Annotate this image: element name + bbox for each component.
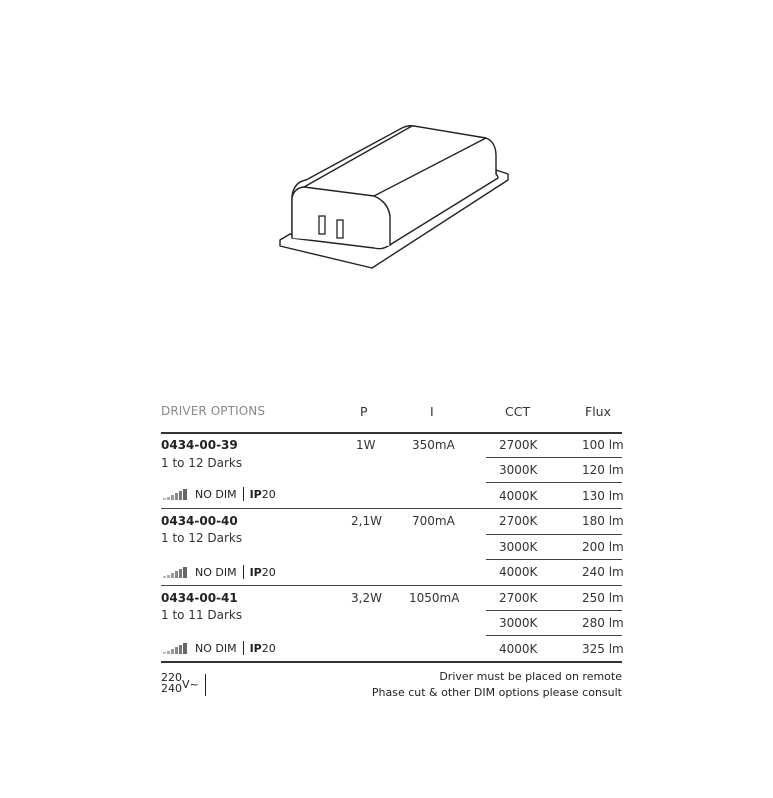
- row-divider: [486, 534, 622, 535]
- current-value: 1050mA: [409, 591, 460, 605]
- ip-prefix: IP: [249, 487, 262, 501]
- note-dim-options: Phase cut & other DIM options please consult: [371, 686, 622, 699]
- driver-product-drawing: [270, 118, 520, 278]
- cct-value: 2700K: [499, 438, 538, 452]
- dim-ip-info: [163, 641, 276, 655]
- product-range: 1 to 12 Darks: [161, 531, 243, 545]
- flux-value: 240 lm: [582, 565, 624, 579]
- ip-prefix: IP: [249, 641, 262, 655]
- header-flux: Flux: [585, 404, 611, 419]
- dim-label: NO DIM: [195, 487, 237, 501]
- dimming-bars-icon: [163, 489, 189, 500]
- ip-value: 20: [261, 487, 276, 501]
- header-i: I: [430, 404, 434, 419]
- header-cct: CCT: [505, 404, 531, 419]
- dim-ip-info: [163, 487, 276, 501]
- product-range: 1 to 11 Darks: [161, 608, 243, 622]
- cct-value: 3000K: [499, 616, 538, 630]
- flux-value: 250 lm: [582, 591, 624, 605]
- flux-value: 130 lm: [582, 489, 624, 503]
- group-divider: [161, 585, 622, 586]
- dim-ip-info: [163, 565, 276, 579]
- separator: [243, 641, 244, 655]
- cct-value: 3000K: [499, 540, 538, 554]
- cct-value: 3000K: [499, 463, 538, 477]
- flux-value: 200 lm: [582, 540, 624, 554]
- row-divider: [486, 610, 622, 611]
- power-value: 3,2W: [351, 591, 382, 605]
- flux-value: 280 lm: [582, 616, 624, 630]
- product-code: 0434-00-40: [161, 514, 238, 528]
- flux-value: 180 lm: [582, 514, 624, 528]
- dim-label: NO DIM: [195, 641, 237, 655]
- ip-prefix: IP: [249, 565, 262, 579]
- flux-value: 100 lm: [582, 438, 624, 452]
- note-remote: Driver must be placed on remote: [439, 670, 622, 683]
- ip-value: 20: [261, 565, 276, 579]
- separator: [243, 565, 244, 579]
- row-divider: [486, 482, 622, 483]
- dim-label: NO DIM: [195, 565, 237, 579]
- voltage-range: [161, 672, 182, 694]
- power-value: 1W: [356, 438, 376, 452]
- row-divider: [486, 635, 622, 636]
- product-code: 0434-00-39: [161, 438, 238, 452]
- product-code: 0434-00-41: [161, 591, 238, 605]
- header-divider: [161, 432, 622, 434]
- flux-value: 120 lm: [582, 463, 624, 477]
- voltage-separator: [205, 674, 206, 696]
- product-range: 1 to 12 Darks: [161, 456, 243, 470]
- separator: [243, 487, 244, 501]
- row-divider: [486, 559, 622, 560]
- current-value: 350mA: [412, 438, 455, 452]
- cct-value: 2700K: [499, 591, 538, 605]
- current-value: 700mA: [412, 514, 455, 528]
- table-title: DRIVER OPTIONS: [161, 404, 266, 418]
- cct-value: 4000K: [499, 565, 538, 579]
- power-value: 2,1W: [351, 514, 382, 528]
- dimming-bars-icon: [163, 567, 189, 578]
- voltage-symbol: V~: [182, 678, 199, 691]
- table-bottom-divider: [161, 661, 622, 663]
- dimming-bars-icon: [163, 643, 189, 654]
- voltage-bottom: 240: [161, 682, 182, 695]
- voltage-top: 220: [161, 671, 182, 684]
- group-divider: [161, 508, 622, 509]
- cct-value: 2700K: [499, 514, 538, 528]
- header-p: P: [360, 404, 368, 419]
- cct-value: 4000K: [499, 642, 538, 656]
- flux-value: 325 lm: [582, 642, 624, 656]
- ip-value: 20: [261, 641, 276, 655]
- cct-value: 4000K: [499, 489, 538, 503]
- row-divider: [486, 457, 622, 458]
